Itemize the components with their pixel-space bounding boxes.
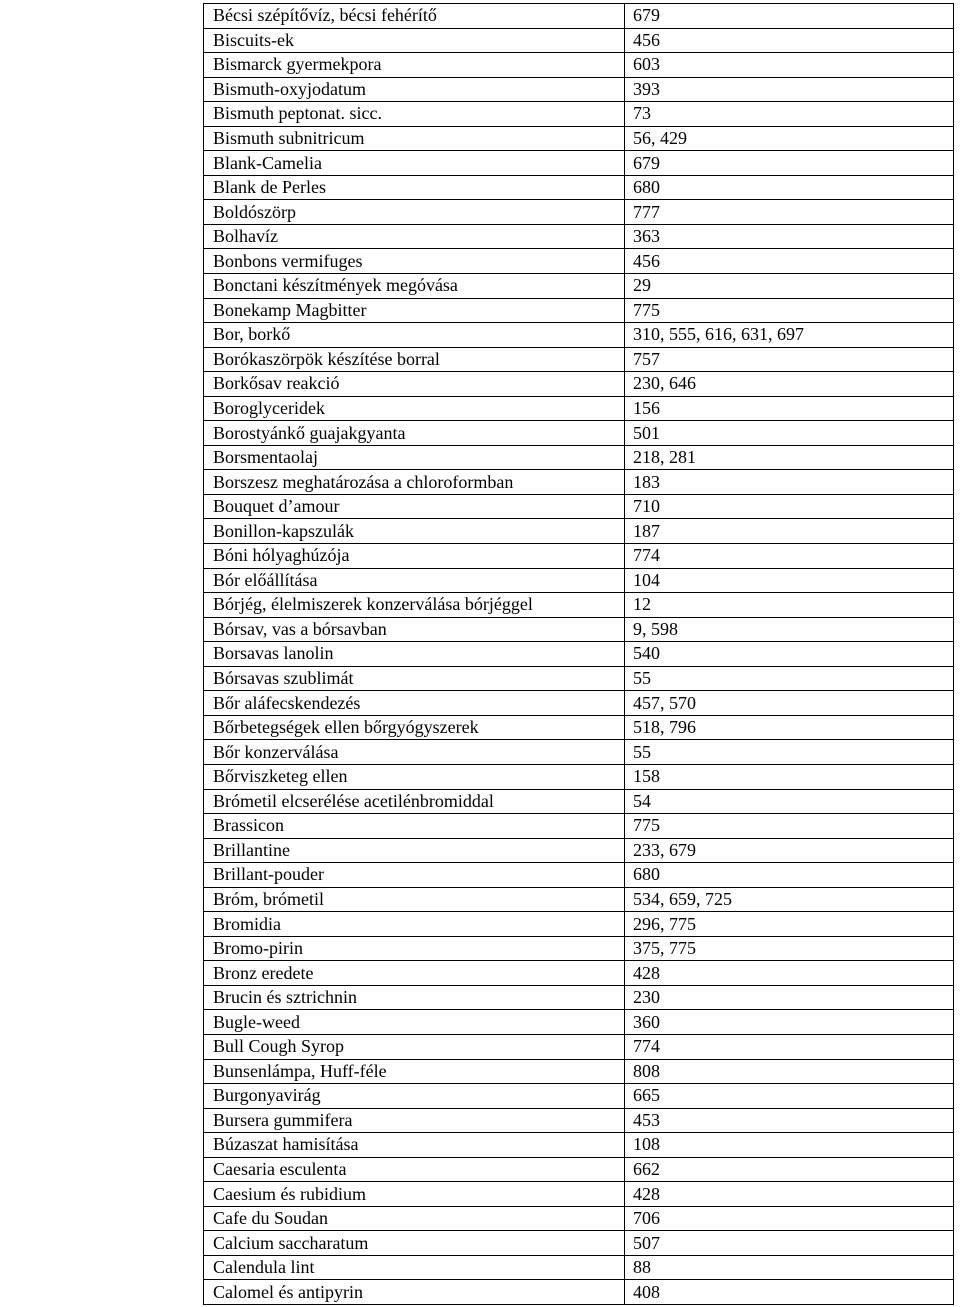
page-references: 29 [625,274,954,299]
table-row [204,863,954,888]
table-row [204,445,954,470]
page-references: 456 [625,249,954,274]
page-references: 187 [625,519,954,544]
page-references: 54 [625,789,954,814]
index-term: Bórsav, vas a bórsavban [204,617,625,642]
table-row [204,53,954,78]
index-term: Bor, borkő [204,323,625,348]
page-references: 534, 659, 725 [625,887,954,912]
index-term: Búzaszat hamisítása [204,1133,625,1158]
page-references: 360 [625,1010,954,1035]
table-row [204,912,954,937]
page-references: 408 [625,1280,954,1305]
table-row [204,1255,954,1280]
table-row [204,249,954,274]
index-term: Bonctani készítmények megóvása [204,274,625,299]
page-references: 218, 281 [625,445,954,470]
page-references: 158 [625,764,954,789]
index-term: Bóni hólyaghúzója [204,544,625,569]
table-row [204,715,954,740]
page-references: 12 [625,593,954,618]
page-references: 104 [625,568,954,593]
index-term: Brillant-pouder [204,863,625,888]
page-references: 55 [625,740,954,765]
table-row [204,274,954,299]
index-term: Bőrbetegségek ellen bőrgyógyszerek [204,715,625,740]
page-references: 774 [625,544,954,569]
page-references: 156 [625,396,954,421]
index-term: Brucin és sztrichnin [204,985,625,1010]
table-row [204,1084,954,1109]
table-row [204,1133,954,1158]
index-term: Bull Cough Syrop [204,1034,625,1059]
page-references: 363 [625,224,954,249]
table-row [204,519,954,544]
index-term: Bonillon-kapszulák [204,519,625,544]
table-row [204,151,954,176]
page-references: 310, 555, 616, 631, 697 [625,323,954,348]
table-row [204,102,954,127]
page-references: 375, 775 [625,936,954,961]
page-references: 603 [625,53,954,78]
page-references: 775 [625,814,954,839]
index-term: Bismuth peptonat. sicc. [204,102,625,127]
page-references: 501 [625,421,954,446]
index-term: Bursera gummifera [204,1108,625,1133]
page-references: 230 [625,985,954,1010]
table-row [204,1010,954,1035]
table-row [204,544,954,569]
index-term: Brillantine [204,838,625,863]
page-references: 706 [625,1206,954,1231]
page-references: 233, 679 [625,838,954,863]
index-term: Bonekamp Magbitter [204,298,625,323]
page-references: 679 [625,151,954,176]
table-row [204,421,954,446]
page-references: 680 [625,863,954,888]
table-row [204,789,954,814]
table-row [204,372,954,397]
page-references: 680 [625,175,954,200]
table-row [204,28,954,53]
page-references: 108 [625,1133,954,1158]
table-row [204,1206,954,1231]
page-references: 73 [625,102,954,127]
index-term: Cafe du Soudan [204,1206,625,1231]
index-term: Calendula lint [204,1255,625,1280]
index-term: Calomel és antipyrin [204,1280,625,1305]
page-references: 710 [625,494,954,519]
page-references: 679 [625,4,954,29]
index-term: Bismuth subnitricum [204,126,625,151]
table-row [204,126,954,151]
table-row [204,961,954,986]
index-table [203,3,954,1305]
index-term: Bonbons vermifuges [204,249,625,274]
index-term: Bromidia [204,912,625,937]
index-term: Borókaszörpök készítése borral [204,347,625,372]
index-term: Borsavas lanolin [204,642,625,667]
page-references: 296, 775 [625,912,954,937]
index-term: Bunsenlámpa, Huff-féle [204,1059,625,1084]
table-row [204,1231,954,1256]
page-references: 665 [625,1084,954,1109]
page-references: 540 [625,642,954,667]
page-references: 777 [625,200,954,225]
table-row [204,298,954,323]
index-term: Borostyánkő guajakgyanta [204,421,625,446]
table-row [204,764,954,789]
index-term: Bróm, brómetil [204,887,625,912]
page-references: 428 [625,961,954,986]
page-references: 183 [625,470,954,495]
index-term: Borkősav reakció [204,372,625,397]
table-row [204,985,954,1010]
page-references: 775 [625,298,954,323]
page-references: 453 [625,1108,954,1133]
index-term: Bouquet d’amour [204,494,625,519]
table-row [204,1280,954,1305]
table-row [204,617,954,642]
index-term: Bugle-weed [204,1010,625,1035]
page-references: 808 [625,1059,954,1084]
table-row [204,347,954,372]
index-term: Bőrviszketeg ellen [204,764,625,789]
index-term: Borszesz meghatározása a chloroformban [204,470,625,495]
index-term: Bórsavas szublimát [204,666,625,691]
index-term: Bismarck gyermekpora [204,53,625,78]
page-references: 230, 646 [625,372,954,397]
page-references: 662 [625,1157,954,1182]
table-row [204,887,954,912]
table-row [204,814,954,839]
table-row [204,77,954,102]
table-row [204,838,954,863]
table-row [204,1182,954,1207]
table-row [204,642,954,667]
table-row [204,1108,954,1133]
table-row [204,470,954,495]
index-term: Bronz eredete [204,961,625,986]
page-references: 88 [625,1255,954,1280]
table-row [204,666,954,691]
table-row [204,494,954,519]
index-term: Bolhavíz [204,224,625,249]
index-term: Bór előállítása [204,568,625,593]
table-row [204,175,954,200]
table-row [204,740,954,765]
page-references: 56, 429 [625,126,954,151]
index-term: Blank de Perles [204,175,625,200]
page-references: 428 [625,1182,954,1207]
table-row [204,691,954,716]
index-term: Calcium saccharatum [204,1231,625,1256]
table-row [204,396,954,421]
index-term: Boldószörp [204,200,625,225]
index-term: Borsmentaolaj [204,445,625,470]
page-references: 457, 570 [625,691,954,716]
page-references: 757 [625,347,954,372]
index-term: Bórjég, élelmiszerek konzerválása bórjéggel [204,593,625,618]
page-references: 9, 598 [625,617,954,642]
page-references: 507 [625,1231,954,1256]
index-term: Boroglyceridek [204,396,625,421]
index-term: Brassicon [204,814,625,839]
index-term: Biscuits-ek [204,28,625,53]
index-term: Caesaria esculenta [204,1157,625,1182]
page-references: 55 [625,666,954,691]
index-term: Caesium és rubidium [204,1182,625,1207]
page-references: 774 [625,1034,954,1059]
table-row [204,1034,954,1059]
page-references: 518, 796 [625,715,954,740]
index-term: Blank-Camelia [204,151,625,176]
index-term: Brómetil elcserélése acetilénbromiddal [204,789,625,814]
index-term: Bőr konzerválása [204,740,625,765]
index-term: Burgonyavirág [204,1084,625,1109]
table-row [204,4,954,29]
table-row [204,936,954,961]
index-term: Bőr aláfecskendezés [204,691,625,716]
index-term: Bismuth-oxyjodatum [204,77,625,102]
table-row [204,323,954,348]
table-row [204,200,954,225]
table-row [204,568,954,593]
index-term: Bromo-pirin [204,936,625,961]
table-row [204,1059,954,1084]
page-references: 393 [625,77,954,102]
index-table-body [204,4,954,1305]
index-term: Bécsi szépítővíz, bécsi fehérítő [204,4,625,29]
page-references: 456 [625,28,954,53]
table-row [204,224,954,249]
table-row [204,593,954,618]
table-row [204,1157,954,1182]
